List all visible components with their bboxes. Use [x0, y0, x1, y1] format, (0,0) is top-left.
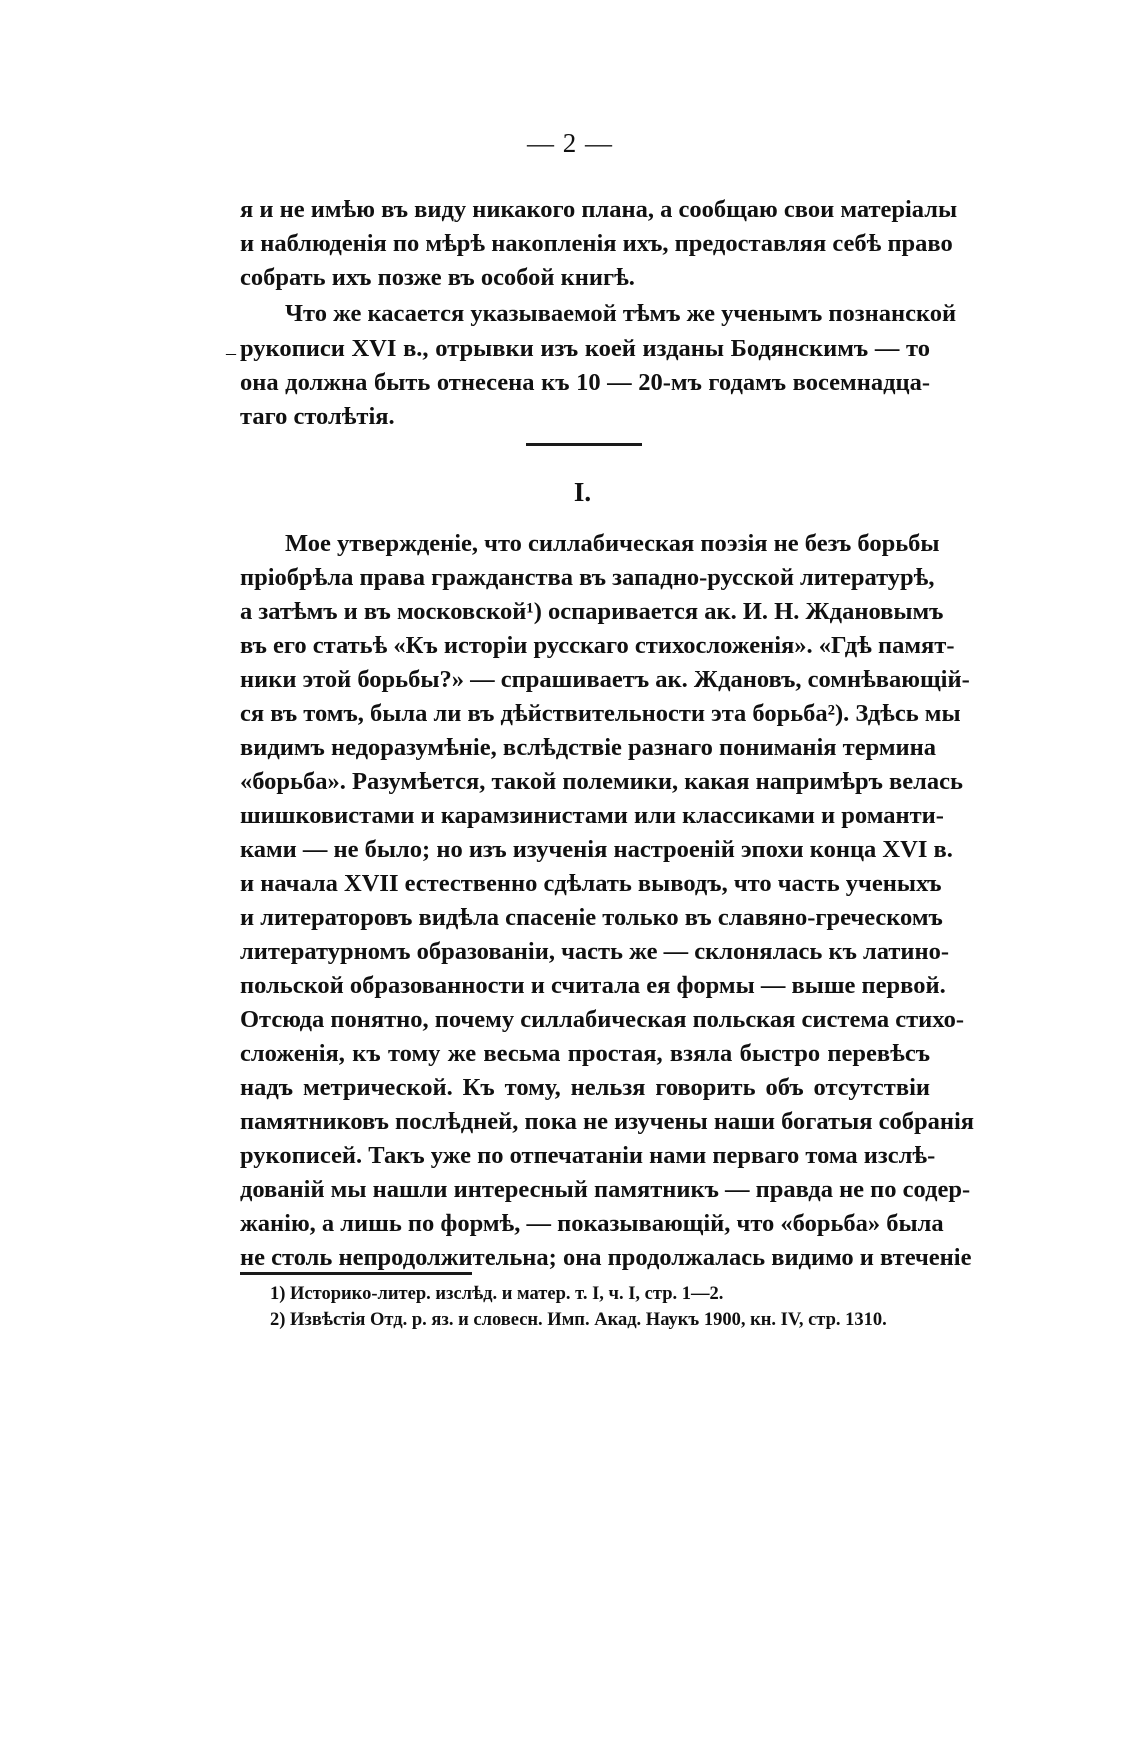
- footnote-1: 1) Историко-литер. изслѣд. и матер. т. I, ч. I, стр. 1—2.: [270, 1284, 724, 1304]
- text-line: пріобрѣла права гражданства въ западно-русской литературѣ,: [240, 564, 935, 591]
- text-line: она должна быть отнесена къ 10 — 20-мъ годамъ восемнадца-: [240, 369, 930, 396]
- text-line: рукописей. Такъ уже по отпечатаніи нами перваго тома изслѣ-: [240, 1142, 936, 1169]
- text-line: Мое утвержденіе, что силлабическая поэзія не безъ борьбы: [285, 530, 940, 557]
- text-line: а затѣмъ и въ московской¹) оспаривается ак. И. Н. Ждановымъ: [240, 598, 944, 625]
- text-line: Что же касается указываемой тѣмъ же ученымъ познанской: [285, 300, 957, 327]
- text-line: памятниковъ послѣдней, пока не изучены наши богатыя собранія: [240, 1108, 975, 1135]
- text-line: рукописи XVI в., отрывки изъ коей изданы Бодянскимъ — то: [240, 335, 930, 362]
- text-line: сложенія, къ тому же весьма простая, взяла быстро перевѣсъ: [240, 1040, 930, 1067]
- text-line: видимъ недоразумѣніе, вслѣдствіе разнаго пониманія термина: [240, 734, 937, 761]
- text-line: таго столѣтія.: [240, 403, 395, 430]
- text-line: Отсюда понятно, почему силлабическая польская система стихо-: [240, 1006, 964, 1033]
- text-line: шишковистами и карамзинистами или классиками и романти-: [240, 802, 944, 829]
- text-line: надъ метрической. Къ тому, нельзя говорить объ отсутствіи: [240, 1074, 930, 1101]
- text-line: и начала XVII естественно сдѣлать выводъ, что часть ученыхъ: [240, 870, 942, 897]
- section-heading: I.: [573, 477, 592, 507]
- text-line: собрать ихъ позже въ особой книгѣ.: [240, 264, 635, 291]
- margin-mark: –: [226, 342, 236, 364]
- text-line: польской образованности и считала ея формы — выше первой.: [240, 972, 946, 999]
- footnote-2: 2) Извѣстія Отд. р. яз. и словесн. Имп. Акад. Наукъ 1900, кн. IV, стр. 1310.: [270, 1310, 887, 1330]
- text-line: жанію, а лишь по формѣ, — показывающій, что «борьба» была: [240, 1210, 944, 1237]
- text-line: и наблюденія по мѣрѣ накопленія ихъ, предоставляя себѣ право: [240, 230, 953, 257]
- text-line: «борьба». Разумѣется, такой полемики, какая напримѣръ велась: [240, 768, 963, 795]
- text-line: литературномъ образованіи, часть же — склонялась къ латино-: [240, 938, 950, 965]
- section-divider-rule: [526, 443, 642, 446]
- text-line: въ его статьѣ «Къ исторіи русскаго стихосложенія». «Гдѣ памят-: [240, 632, 955, 659]
- text-line: ками — не было; но изъ изученія настроеній эпохи конца XVI в.: [240, 836, 953, 863]
- footnote-separator-rule: [240, 1272, 472, 1275]
- text-line: дованій мы нашли интересный памятникъ — правда не по содер-: [240, 1176, 971, 1203]
- text-line: я и не имѣю въ виду никакого плана, а сообщаю свои матеріалы: [240, 196, 958, 223]
- text-line: и литераторовъ видѣла спасеніе только въ славяно-греческомъ: [240, 904, 943, 931]
- text-line: ники этой борьбы?» — спрашиваетъ ак. Ждановъ, сомнѣвающій-: [240, 666, 970, 693]
- page-number: — 2 —: [527, 128, 613, 158]
- text-line: ся въ томъ, была ли въ дѣйствительности эта борьба²). Здѣсь мы: [240, 700, 961, 727]
- text-line: не столь непродолжительна; она продолжалась видимо и втеченіе: [240, 1244, 972, 1271]
